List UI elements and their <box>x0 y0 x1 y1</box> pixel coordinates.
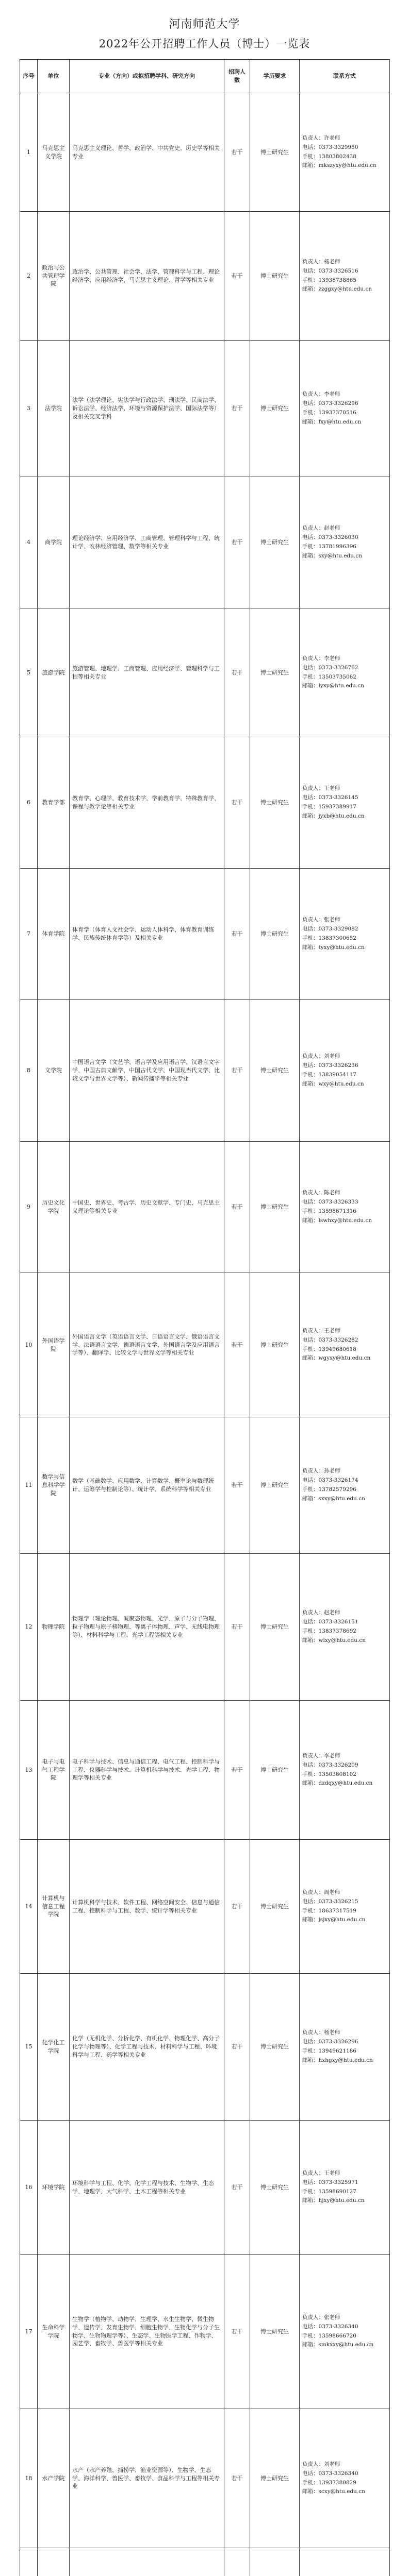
major-requirement: 理论经济学、应用经济学、工商管理、管理科学与工程、统计学、农林经济管理、数学等相关专业 <box>70 477 224 608</box>
contact-line: 负责人：李老师 <box>302 655 340 662</box>
contact-line: 负责人：王老师 <box>302 2170 340 2176</box>
contact-line: 手机：13598666720 <box>302 2332 356 2339</box>
department-name: 政治与公共管理学院 <box>38 212 70 341</box>
education-requirement: 博士研究生 <box>250 608 300 737</box>
contact-info <box>300 341 390 477</box>
table-row <box>20 1701 390 1840</box>
row-number: 4 <box>20 477 38 608</box>
row-number: 8 <box>20 1000 38 1142</box>
contact-line: 手机：13839054117 <box>302 1072 356 1078</box>
recruit-count: 若干 <box>224 1840 250 1974</box>
contact-line: 电话：0373-3326236 <box>302 1062 358 1069</box>
contact-line: 电话：0373-3326296 <box>302 2039 358 2045</box>
contact-line: 电话：0373-3326333 <box>302 1199 358 1206</box>
table-row <box>20 341 390 477</box>
major-requirement <box>70 2548 224 2576</box>
education-requirement: 博士研究生 <box>250 477 300 608</box>
row-number: 5 <box>20 608 38 737</box>
major-requirement: 旅游管理、地理学、工商管理、应用经济学、管理科学与工程等相关专业 <box>70 608 224 737</box>
contact-line: 电话：0373-3325971 <box>302 2179 358 2185</box>
department-name: 生命科学学院 <box>38 2255 70 2409</box>
contact-line: 手机：13938738865 <box>302 277 356 283</box>
major-requirement: 中国史、世界史、考古学、历史文献学、专门史、马克思主义理论等相关专业 <box>70 1142 224 1273</box>
contact-info <box>300 2121 390 2255</box>
contact-info <box>300 212 390 341</box>
major-requirement: 水产（水产养殖、捕捞学、渔业资源等）、生物学、生态学、海洋科学、兽医学、畜牧学、食品科学与工程等相关专业 <box>70 2409 224 2548</box>
contact-line: 邮箱：jsjxy@htu.edu.cn <box>302 1917 366 1923</box>
contact-line: 邮箱：sxy@htu.edu.cn <box>302 552 363 559</box>
education-requirement: 博士研究生 <box>250 341 300 477</box>
major-requirement: 物理学（理论物理、凝聚态物理、光学、原子与分子物理、粒子物理与原子核物理、等离子体物理、声学、无线电物理等）、材料科学与工程、光学工程等相关专业 <box>70 1554 224 1701</box>
department-name: 数学与信息科学学院 <box>38 1417 70 1554</box>
major-requirement: 教育学、心理学、教育技术学、学前教育学、特殊教育学、课程与教学论等相关专业 <box>70 737 224 869</box>
contact-line: 电话：0373-3326762 <box>302 664 358 671</box>
contact-line: 电话：0373-3326340 <box>302 2323 358 2330</box>
contact-line: 邮箱：lyxy@htu.edu.cn <box>302 683 364 689</box>
table-row <box>20 477 390 608</box>
row-number: 16 <box>20 2121 38 2255</box>
department-name <box>38 2548 70 2576</box>
contact-line: 手机：13503735062 <box>302 673 356 680</box>
contact-line: 电话：0373-3326145 <box>302 794 358 801</box>
contact-line: 邮箱：wxy@htu.edu.cn <box>302 1080 364 1087</box>
contact-line: 负责人：刘老师 <box>302 1053 340 1060</box>
education-requirement: 博士研究生 <box>250 1974 300 2121</box>
contact-line: 手机：13782579296 <box>302 1486 356 1493</box>
row-number: 14 <box>20 1840 38 1974</box>
recruit-count: 若干 <box>224 737 250 869</box>
major-requirement: 外国语言文学（英语语言文学、日语语言文学、俄语语言文学、法语语言文学、德语语言文学、外国语言学及应用语言学等）、翻译学、比较文学与世界文学等相关专业 <box>70 1273 224 1417</box>
row-number: 7 <box>20 869 38 1000</box>
row-number: 9 <box>20 1142 38 1273</box>
recruit-count <box>224 2548 250 2576</box>
department-name: 文学院 <box>38 1000 70 1142</box>
contact-line: 负责人：刘老师 <box>302 2461 340 2467</box>
contact-line: 邮箱：lswhxy@htu.edu.cn <box>302 1217 372 1224</box>
contact-line: 电话：0373-3329082 <box>302 926 358 933</box>
department-name: 历史文化学院 <box>38 1142 70 1273</box>
contact-line: 手机：13937370516 <box>302 410 356 416</box>
contact-line: 邮箱：jyxb@htu.edu.cn <box>302 812 365 819</box>
contact-line: 手机：13837378692 <box>302 1628 356 1634</box>
contact-info <box>300 1417 390 1554</box>
row-number: 1 <box>20 93 38 212</box>
education-requirement: 博士研究生 <box>250 2255 300 2409</box>
education-requirement: 博士研究生 <box>250 1701 300 1840</box>
education-requirement: 博士研究生 <box>250 2409 300 2548</box>
row-number: 12 <box>20 1554 38 1701</box>
contact-info <box>300 1701 390 1840</box>
row-number <box>20 2548 38 2576</box>
contact-line: 负责人：张老师 <box>302 917 340 923</box>
recruit-count: 若干 <box>224 341 250 477</box>
contact-line: 手机：13837300652 <box>302 935 356 941</box>
education-requirement: 博士研究生 <box>250 93 300 212</box>
table-row <box>20 869 390 1000</box>
table-row <box>20 2121 390 2255</box>
column-header-no: 序号 <box>20 60 38 93</box>
major-requirement: 中国语言文学（文艺学、语言学及应用语言学、汉语言文字学、中国古典文献学、中国古代文学、中国现当代文学、比较文学与世界文学等）、新闻传播学等相关专业 <box>70 1000 224 1142</box>
major-requirement: 马克思主义理论、哲学、政治学、中共党史、历史学等相关专业 <box>70 93 224 212</box>
contact-line: 手机：15937389917 <box>302 804 356 810</box>
table-row <box>20 1417 390 1554</box>
table-row <box>20 212 390 341</box>
contact-info <box>300 608 390 737</box>
contact-line: 电话：0373-3326282 <box>302 1336 358 1343</box>
recruit-count: 若干 <box>224 93 250 212</box>
table-row <box>20 1554 390 1701</box>
contact-line: 邮箱：zzggxy@htu.edu.cn <box>302 286 372 293</box>
education-requirement: 博士研究生 <box>250 212 300 341</box>
department-name: 商学院 <box>38 477 70 608</box>
contact-line: 负责人：孙老师 <box>302 1468 340 1475</box>
contact-line: 手机：18637317519 <box>302 1907 356 1914</box>
department-name: 化学化工学院 <box>38 1974 70 2121</box>
row-number: 18 <box>20 2409 38 2548</box>
recruit-count: 若干 <box>224 869 250 1000</box>
row-number: 11 <box>20 1417 38 1554</box>
contact-line: 负责人：许老师 <box>302 134 340 141</box>
major-requirement: 电子科学与技术、信息与通信工程、电气工程、控制科学与工程、仪器科学与技术、计算机科学与技术、光学工程、物理学等相关专业 <box>70 1701 224 1840</box>
contact-line: 负责人：周老师 <box>302 1889 340 1895</box>
contact-line: 电话：0373-3326296 <box>302 400 358 407</box>
education-requirement: 博士研究生 <box>250 1417 300 1554</box>
contact-info <box>300 2409 390 2548</box>
row-number: 3 <box>20 341 38 477</box>
contact-info <box>300 1273 390 1417</box>
contact-line: 手机：13781996396 <box>302 544 356 550</box>
table-header-row <box>20 60 390 93</box>
contact-info <box>300 1974 390 2121</box>
contact-info <box>300 1000 390 1142</box>
recruit-count: 若干 <box>224 1701 250 1840</box>
row-number: 17 <box>20 2255 38 2409</box>
table-body <box>20 93 390 2576</box>
education-requirement: 博士研究生 <box>250 1142 300 1273</box>
contact-info <box>300 1142 390 1273</box>
contact-line: 手机：13598671316 <box>302 1208 356 1214</box>
major-requirement: 法学（法学理论、宪法学与行政法学、刑法学、民商法学、诉讼法学、经济法学、环境与资源保护法学、国际法学等）及相关交叉学科 <box>70 341 224 477</box>
column-header-major: 专业（方向）或拟招聘学科、研究方向 <box>70 60 224 93</box>
recruit-count: 若干 <box>224 608 250 737</box>
recruit-count: 若干 <box>224 2121 250 2255</box>
department-name: 物理学院 <box>38 1554 70 1701</box>
contact-info <box>300 869 390 1000</box>
department-name: 法学院 <box>38 341 70 477</box>
education-requirement <box>250 2548 300 2576</box>
contact-line: 负责人：张老师 <box>302 2314 340 2320</box>
recruit-count: 若干 <box>224 1000 250 1142</box>
table-row <box>20 608 390 737</box>
education-requirement: 博士研究生 <box>250 869 300 1000</box>
contact-line: 负责人：赵老师 <box>302 525 340 532</box>
recruit-count: 若干 <box>224 2409 250 2548</box>
table-row <box>20 2548 390 2576</box>
contact-line: 邮箱：fxy@htu.edu.cn <box>302 418 362 425</box>
department-name: 教育学部 <box>38 737 70 869</box>
contact-line: 手机：13937380829 <box>302 2479 356 2486</box>
major-requirement: 生物学（植物学、动物学、生理学、水生生物学、微生物学、遗传学、发育生物学、细胞生物学、生物化学与分子生物学、生物物理学等）、生态学、生物医学工程、作物学、园艺学、畜牧学、兽医学等相关专业 <box>70 2255 224 2409</box>
contact-line: 邮箱：tyxy@htu.edu.cn <box>302 944 365 951</box>
contact-line: 负责人：王老师 <box>302 785 340 792</box>
contact-info <box>300 1840 390 1974</box>
contact-line: 电话：0373-3326174 <box>302 1477 358 1484</box>
contact-line: 电话：0373-3326215 <box>302 1898 358 1905</box>
contact-line: 负责人：李老师 <box>302 1752 340 1759</box>
contact-line: 邮箱：hjxy@htu.edu.cn <box>302 2197 365 2204</box>
recruit-count: 若干 <box>224 1974 250 2121</box>
table-row <box>20 2409 390 2548</box>
contact-line: 电话：0373-3326516 <box>302 267 358 274</box>
department-name: 外国语学院 <box>38 1273 70 1417</box>
department-name: 水产学院 <box>38 2409 70 2548</box>
row-number: 2 <box>20 212 38 341</box>
row-number: 10 <box>20 1273 38 1417</box>
contact-info <box>300 93 390 212</box>
table-row <box>20 2255 390 2409</box>
recruit-count: 若干 <box>224 477 250 608</box>
contact-line: 负责人：王老师 <box>302 1327 340 1334</box>
contact-line: 电话：0373-3326151 <box>302 1619 358 1625</box>
recruit-count: 若干 <box>224 2255 250 2409</box>
contact-info <box>300 2548 390 2576</box>
table-row <box>20 737 390 869</box>
education-requirement: 博士研究生 <box>250 1000 300 1142</box>
education-requirement: 博士研究生 <box>250 737 300 869</box>
contact-line: 负责人：杨老师 <box>302 258 340 265</box>
organization-name: 河南师范大学 <box>169 18 240 31</box>
table-row <box>20 93 390 212</box>
recruit-count: 若干 <box>224 1273 250 1417</box>
department-name: 马克思主义学院 <box>38 93 70 212</box>
table-row <box>20 1974 390 2121</box>
contact-line: 电话：0373-3326209 <box>302 1761 358 1768</box>
document-title: 2022年公开招聘工作人员（博士）一览表 <box>99 38 310 50</box>
contact-info <box>300 2255 390 2409</box>
column-header-dept: 单位 <box>38 60 70 93</box>
major-requirement: 计算机科学与技术、软件工程、网络空间安全、信息与通信工程、控制科学与工程、数学、统计学等相关专业 <box>70 1840 224 1974</box>
contact-line: 邮箱：wgyxy@htu.edu.cn <box>302 1355 371 1362</box>
contact-line: 邮箱：scxy@htu.edu.cn <box>302 2488 365 2495</box>
education-requirement: 博士研究生 <box>250 1840 300 1974</box>
column-header-num: 招聘人数 <box>224 60 250 93</box>
recruit-count: 若干 <box>224 212 250 341</box>
table-row <box>20 1000 390 1142</box>
contact-line: 电话：0373-3326030 <box>302 534 358 541</box>
contact-line: 负责人：杨老师 <box>302 2029 340 2036</box>
contact-line: 手机：13503808102 <box>302 1771 356 1777</box>
contact-line: 手机：13803802438 <box>302 153 356 160</box>
education-requirement: 博士研究生 <box>250 2121 300 2255</box>
department-name: 旅游学院 <box>38 608 70 737</box>
column-header-req: 学历要求 <box>250 60 300 93</box>
contact-line: 电话：0373-3329950 <box>302 144 358 150</box>
contact-info <box>300 477 390 608</box>
major-requirement: 化学（无机化学、分析化学、有机化学、物理化学、高分子化学与物理等）、化学工程与技术、材料科学与工程、环境科学与工程、药学等相关专业 <box>70 1974 224 2121</box>
table-row <box>20 1142 390 1273</box>
education-requirement: 博士研究生 <box>250 1273 300 1417</box>
table-row <box>20 1840 390 1974</box>
contact-info <box>300 737 390 869</box>
recruitment-table <box>20 59 390 2576</box>
recruit-count: 若干 <box>224 1554 250 1701</box>
contact-line: 邮箱：hxhgxy@htu.edu.cn <box>302 2057 373 2063</box>
contact-line: 电话：0373-3326340 <box>302 2470 358 2477</box>
major-requirement: 环境科学与工程、化学、化学工程与技术、生物学、生态学、地理学、大气科学、土木工程等相关专业 <box>70 2121 224 2255</box>
contact-line: 邮箱：mkszyxy@htu.edu.cn <box>302 162 377 169</box>
department-name: 电子与电气工程学院 <box>38 1701 70 1840</box>
contact-line: 手机：13949621186 <box>302 2048 356 2054</box>
contact-info <box>300 1554 390 1701</box>
table-row <box>20 1273 390 1417</box>
education-requirement: 博士研究生 <box>250 1554 300 1701</box>
contact-line: 手机：13949680618 <box>302 1346 356 1352</box>
column-header-contact: 联系方式 <box>300 60 390 93</box>
recruit-count: 若干 <box>224 1142 250 1273</box>
major-requirement: 政治学、公共管理、社会学、法学、管理科学与工程、理论经济学、应用经济学、马克思主义理论、哲学等相关专业 <box>70 212 224 341</box>
row-number: 13 <box>20 1701 38 1840</box>
department-name: 计算机与信息工程学院 <box>38 1840 70 1974</box>
major-requirement: 体育学（体育人文社会学、运动人体科学、体育教育训练学、民族传统体育学等）及相关专业 <box>70 869 224 1000</box>
contact-line: 负责人：陈老师 <box>302 1190 340 1196</box>
department-name: 环境学院 <box>38 2121 70 2255</box>
row-number: 15 <box>20 1974 38 2121</box>
contact-line: 负责人：赵老师 <box>302 1609 340 1616</box>
major-requirement: 数学（基础数学、应用数学、计算数学、概率论与数理统计、运筹学与控制论等）、统计学、系统科学等相关专业 <box>70 1417 224 1554</box>
contact-line: 邮箱：dzdqxy@htu.edu.cn <box>302 1780 373 1787</box>
contact-line: 负责人：李老师 <box>302 391 340 398</box>
recruit-count: 若干 <box>224 1417 250 1554</box>
contact-line: 邮箱：smkxxy@htu.edu.cn <box>302 2342 374 2348</box>
contact-line: 邮箱：wlxy@htu.edu.cn <box>302 1637 366 1643</box>
contact-line: 手机：13598690127 <box>302 2188 356 2195</box>
document-header <box>20 15 389 51</box>
contact-line: 邮箱：sxxy@htu.edu.cn <box>302 1495 365 1502</box>
row-number: 6 <box>20 737 38 869</box>
department-name: 体育学院 <box>38 869 70 1000</box>
